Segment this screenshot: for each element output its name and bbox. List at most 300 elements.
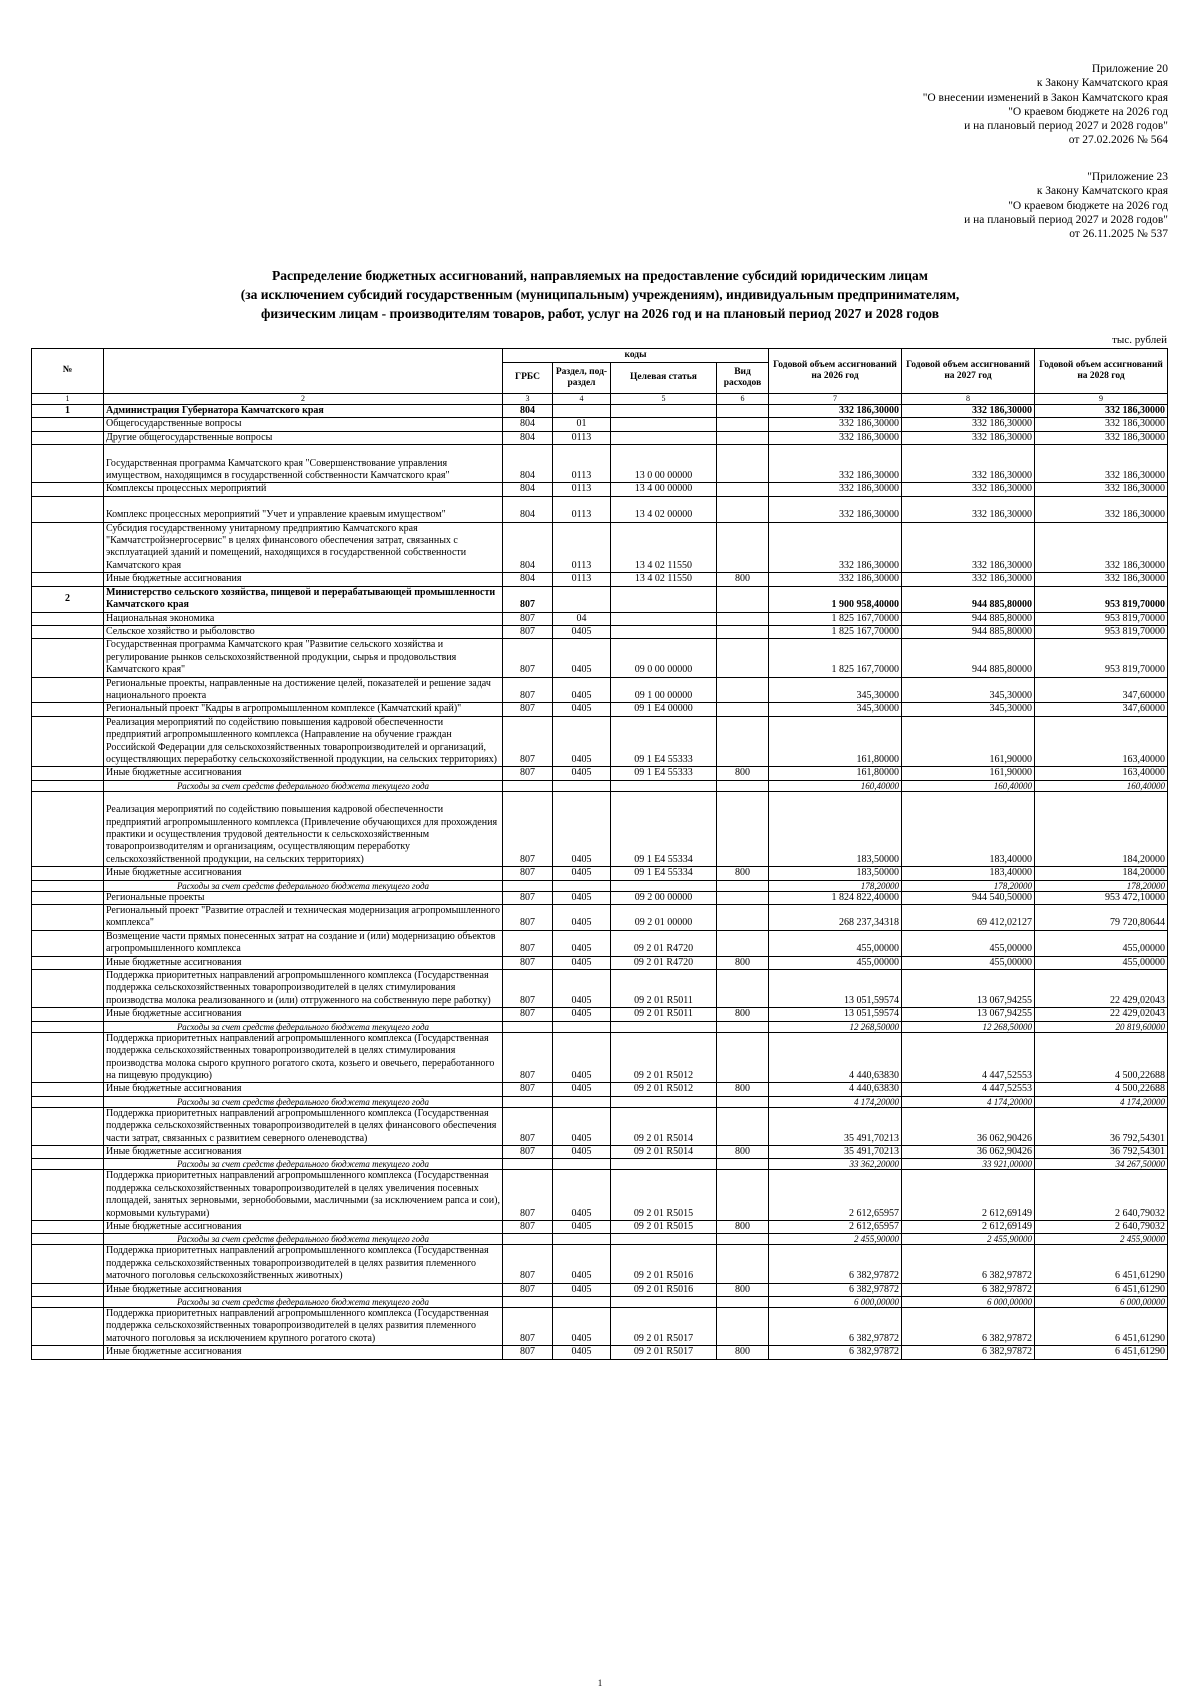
row-name: Расходы за счет средств федерального бюджета текущего года [104,880,503,891]
row-value-2026: 6 000,00000 [769,1297,902,1308]
table-row [32,625,1168,638]
row-vid [717,970,769,1008]
row-value-2027: 332 186,30000 [902,431,1035,444]
row-razdel: 0405 [553,1283,611,1296]
header-line: и на плановый период 2027 и 2028 годов" [964,213,1168,226]
table-row [32,716,1168,767]
row-value-2028: 332 186,30000 [1035,496,1168,522]
row-value-2028: 953 819,70000 [1035,639,1168,677]
row-number [32,677,104,703]
row-tsel [611,1021,717,1032]
row-value-2027: 13 067,94255 [902,1008,1035,1021]
row-value-2028: 347,60000 [1035,703,1168,716]
row-razdel [553,1297,611,1308]
row-number [32,496,104,522]
row-grbs: 807 [503,905,553,931]
row-razdel: 0405 [553,1145,611,1158]
table-row [32,1220,1168,1233]
table-row [32,930,1168,956]
budget-table-container [31,348,1167,1360]
row-value-2028: 332 186,30000 [1035,418,1168,431]
row-tsel: 09 1 Е4 55333 [611,767,717,780]
row-value-2027: 6 000,00000 [902,1297,1035,1308]
row-vid: 800 [717,1346,769,1359]
row-value-2027: 345,30000 [902,677,1035,703]
row-razdel: 0113 [553,573,611,586]
row-value-2026: 33 362,20000 [769,1159,902,1170]
table-row [32,905,1168,931]
row-number [32,418,104,431]
row-value-2026: 160,40000 [769,780,902,791]
table-row [32,431,1168,444]
table-row [32,703,1168,716]
row-razdel [553,586,611,612]
row-vid [717,716,769,767]
table-row [32,483,1168,496]
row-number [32,1021,104,1032]
row-vid: 800 [717,956,769,969]
row-value-2028: 6 451,61290 [1035,1283,1168,1296]
row-value-2028: 332 186,30000 [1035,405,1168,418]
row-number [32,1346,104,1359]
row-name: Поддержка приоритетных направлений агропромышленного комплекса (Государственная поддержка сельскохозяйственных товаропроизводителей в целях развития племенного маточного поголовья за исключением крупного рогатого скота) [104,1308,503,1346]
row-name: Поддержка приоритетных направлений агропромышленного комплекса (Государственная поддержка сельскохозяйственных товаропроизводителей в целях увеличения посевных площадей, занятых зерновыми, зернобобовыми, масличными (за исключением рапса и сои), кормовыми культурами) [104,1170,503,1221]
row-grbs: 807 [503,891,553,904]
row-value-2028: 34 267,50000 [1035,1159,1168,1170]
row-name: Реализация мероприятий по содействию повышения кадровой обеспеченности предприятий агропромышленного комплекса (Направление на обучение граждан Российской Федерации для сельскохозяйственных товаропроизводителей и организаций, осуществляющих переработку сельскохозяйственной продукции, на сельских территориях) [104,716,503,767]
row-value-2027: 4 174,20000 [902,1096,1035,1107]
row-razdel: 0405 [553,1008,611,1021]
row-number [32,867,104,880]
row-name: Возмещение части прямых понесенных затрат на создание и (или) модернизацию объектов агропромышленного комплекса [104,930,503,956]
row-value-2026: 12 268,50000 [769,1021,902,1032]
row-razdel: 0113 [553,431,611,444]
header-2026: Годовой объем ассигнований на 2026 год [769,349,902,394]
row-name: Региональный проект "Развитие отраслей и техническая модернизация агропромышленного комплекса" [104,905,503,931]
table-row [32,767,1168,780]
row-value-2028: 2 640,79032 [1035,1170,1168,1221]
row-razdel: 0113 [553,483,611,496]
header-line: Приложение 20 [1091,63,1168,75]
federal-budget-row [32,1234,1168,1245]
header-line: "Приложение 23 [1087,171,1168,183]
row-vid: 800 [717,867,769,880]
column-index-row [32,394,1168,405]
row-grbs: 804 [503,573,553,586]
row-vid [717,522,769,573]
row-value-2026: 6 382,97872 [769,1346,902,1359]
row-grbs: 804 [503,483,553,496]
row-name: Иные бюджетные ассигнования [104,1346,503,1359]
row-tsel: 09 2 01 R5014 [611,1107,717,1145]
row-tsel: 09 2 01 R5015 [611,1170,717,1221]
appendix-header-original [964,170,1168,241]
row-vid [717,586,769,612]
row-value-2028: 184,20000 [1035,867,1168,880]
row-value-2026: 332 186,30000 [769,573,902,586]
row-name: Государственная программа Камчатского края "Развитие сельского хозяйства и регулирование рынков сельскохозяйственной продукции, сырья и продовольствия Камчатского края" [104,639,503,677]
row-value-2026: 2 612,65957 [769,1170,902,1221]
row-value-2028: 6 000,00000 [1035,1297,1168,1308]
row-value-2028: 953 819,70000 [1035,625,1168,638]
row-name: Комплексы процессных мероприятий [104,483,503,496]
header-codes: коды [503,349,769,363]
row-name: Региональные проекты, направленные на достижение целей, показателей и решение задач национального проекта [104,677,503,703]
row-tsel: 13 4 00 00000 [611,483,717,496]
row-number [32,522,104,573]
row-value-2028: 455,00000 [1035,930,1168,956]
row-value-2028: 22 429,02043 [1035,1008,1168,1021]
row-name: Расходы за счет средств федерального бюджета текущего года [104,1021,503,1032]
row-value-2028: 79 720,80644 [1035,905,1168,931]
row-tsel: 09 2 01 00000 [611,905,717,931]
row-vid [717,1170,769,1221]
row-value-2028: 178,20000 [1035,880,1168,891]
row-razdel [553,1021,611,1032]
table-row [32,405,1168,418]
table-row [32,1308,1168,1346]
row-razdel: 0405 [553,867,611,880]
row-tsel: 09 2 01 R5016 [611,1245,717,1283]
row-grbs: 807 [503,1008,553,1021]
row-value-2027: 33 921,00000 [902,1159,1035,1170]
row-value-2028: 20 819,60000 [1035,1021,1168,1032]
row-value-2027: 161,90000 [902,767,1035,780]
row-name: Иные бюджетные ассигнования [104,867,503,880]
row-razdel: 0405 [553,905,611,931]
header-line: от 26.11.2025 № 537 [1069,228,1168,241]
row-razdel: 0405 [553,1245,611,1283]
row-value-2026: 161,80000 [769,716,902,767]
row-grbs: 807 [503,703,553,716]
row-tsel: 09 2 00 00000 [611,891,717,904]
row-number [32,1083,104,1096]
row-value-2026: 161,80000 [769,767,902,780]
row-number [32,431,104,444]
column-index: 8 [902,394,1035,405]
row-grbs: 807 [503,586,553,612]
row-value-2026: 2 612,65957 [769,1220,902,1233]
row-value-2027: 13 067,94255 [902,970,1035,1008]
row-grbs [503,780,553,791]
row-grbs [503,880,553,891]
row-value-2026: 4 440,63830 [769,1083,902,1096]
row-value-2026: 183,50000 [769,791,902,866]
row-value-2026: 332 186,30000 [769,445,902,483]
row-vid [717,1021,769,1032]
row-value-2027: 178,20000 [902,880,1035,891]
table-row [32,1145,1168,1158]
header-line: Распределение бюджетных ассигнований, направляемых на предоставление субсидий юридическим лицам [272,268,928,283]
row-value-2027: 12 268,50000 [902,1021,1035,1032]
row-vid [717,905,769,931]
row-value-2028: 2 640,79032 [1035,1220,1168,1233]
row-name: Региональные проекты [104,891,503,904]
row-razdel: 0405 [553,930,611,956]
row-name: Общегосударственные вопросы [104,418,503,431]
table-row [32,1107,1168,1145]
row-vid [717,930,769,956]
row-name: Субсидия государственному унитарному предприятию Камчатского края "Камчатстройэнергосервис" в целях финансового обеспечения затрат, связанных с эксплуатацией зданий и помещений, находящихся в государственной собственности Камчатского края [104,522,503,573]
row-vid [717,880,769,891]
row-razdel: 0405 [553,1107,611,1145]
row-value-2027: 332 186,30000 [902,496,1035,522]
row-vid [717,625,769,638]
row-razdel: 0405 [553,791,611,866]
row-vid [717,1245,769,1283]
header-grbs: ГРБС [503,363,553,394]
row-razdel: 0405 [553,891,611,904]
row-number [32,573,104,586]
row-value-2028: 184,20000 [1035,791,1168,866]
row-grbs: 807 [503,970,553,1008]
row-grbs [503,1159,553,1170]
column-index: 9 [1035,394,1168,405]
row-number [32,625,104,638]
row-razdel: 0405 [553,970,611,1008]
row-tsel: 09 1 Е4 55333 [611,716,717,767]
row-value-2027: 69 412,02127 [902,905,1035,931]
row-grbs: 807 [503,625,553,638]
table-row [32,1008,1168,1021]
row-razdel: 0113 [553,496,611,522]
row-number [32,1159,104,1170]
federal-budget-row [32,780,1168,791]
row-vid [717,1297,769,1308]
row-name: Расходы за счет средств федерального бюджета текущего года [104,1159,503,1170]
row-value-2028: 6 451,61290 [1035,1308,1168,1346]
row-number [32,1297,104,1308]
row-value-2026: 6 382,97872 [769,1245,902,1283]
row-vid [717,677,769,703]
row-tsel [611,780,717,791]
row-grbs: 807 [503,1170,553,1221]
column-index: 7 [769,394,902,405]
row-grbs: 804 [503,418,553,431]
row-value-2026: 332 186,30000 [769,431,902,444]
header-line: к Закону Камчатского края [1036,185,1168,198]
row-razdel: 0405 [553,677,611,703]
row-vid [717,1032,769,1083]
header-line: "О краевом бюджете на 2026 год [1008,105,1168,118]
budget-table-body [32,405,1168,1360]
table-row [32,445,1168,483]
row-name: Иные бюджетные ассигнования [104,956,503,969]
row-number [32,1096,104,1107]
row-number [32,956,104,969]
row-tsel [611,1297,717,1308]
row-name: Комплекс процессных мероприятий "Учет и управление краевым имуществом" [104,496,503,522]
row-razdel: 01 [553,418,611,431]
row-razdel: 0405 [553,1170,611,1221]
federal-budget-row [32,1297,1168,1308]
row-vid [717,496,769,522]
row-razdel: 0405 [553,1032,611,1083]
row-value-2028: 6 451,61290 [1035,1245,1168,1283]
row-number [32,703,104,716]
row-value-2027: 36 062,90426 [902,1145,1035,1158]
row-name: Расходы за счет средств федерального бюджета текущего года [104,1096,503,1107]
row-value-2028: 332 186,30000 [1035,573,1168,586]
federal-budget-row [32,1096,1168,1107]
row-vid [717,780,769,791]
document-title [60,267,1140,323]
header-line: от 27.02.2026 № 564 [1068,134,1168,147]
row-razdel: 04 [553,612,611,625]
row-name: Иные бюджетные ассигнования [104,1083,503,1096]
row-value-2027: 332 186,30000 [902,573,1035,586]
table-row [32,522,1168,573]
row-razdel: 0405 [553,1346,611,1359]
row-number [32,716,104,767]
federal-budget-row [32,1159,1168,1170]
row-value-2028: 332 186,30000 [1035,431,1168,444]
row-value-2026: 13 051,59574 [769,970,902,1008]
row-name: Региональный проект "Кадры в агропромышленном комплексе (Камчатский край)" [104,703,503,716]
row-value-2027: 4 447,52553 [902,1032,1035,1083]
table-row [32,970,1168,1008]
row-value-2027: 183,40000 [902,791,1035,866]
row-value-2026: 332 186,30000 [769,405,902,418]
row-vid: 800 [717,767,769,780]
column-index: 1 [32,394,104,405]
row-name: Иные бюджетные ассигнования [104,1145,503,1158]
row-tsel [611,586,717,612]
row-razdel [553,405,611,418]
row-number [32,612,104,625]
table-row [32,639,1168,677]
row-tsel: 13 4 02 11550 [611,573,717,586]
row-vid [717,703,769,716]
row-grbs: 807 [503,867,553,880]
row-name: Иные бюджетные ассигнования [104,767,503,780]
row-value-2028: 163,40000 [1035,767,1168,780]
row-grbs: 807 [503,1083,553,1096]
row-razdel [553,1096,611,1107]
row-vid [717,791,769,866]
row-value-2027: 36 062,90426 [902,1107,1035,1145]
row-number [32,791,104,866]
table-row [32,573,1168,586]
row-name: Иные бюджетные ассигнования [104,1220,503,1233]
row-value-2026: 183,50000 [769,867,902,880]
row-vid: 800 [717,573,769,586]
federal-budget-row [32,880,1168,891]
row-grbs: 804 [503,496,553,522]
row-tsel: 09 2 01 R4720 [611,930,717,956]
row-value-2028: 332 186,30000 [1035,522,1168,573]
row-name: Министерство сельского хозяйства, пищевой и перерабатывающей промышленности Камчатского края [104,586,503,612]
row-value-2026: 35 491,70213 [769,1145,902,1158]
table-row [32,1245,1168,1283]
row-tsel [611,1159,717,1170]
row-value-2027: 944 540,50000 [902,891,1035,904]
row-value-2028: 36 792,54301 [1035,1145,1168,1158]
row-tsel: 13 4 02 00000 [611,496,717,522]
row-value-2027: 6 382,97872 [902,1283,1035,1296]
table-row [32,1283,1168,1296]
row-value-2028: 4 500,22688 [1035,1032,1168,1083]
row-value-2027: 183,40000 [902,867,1035,880]
row-name: Национальная экономика [104,612,503,625]
header-line: к Закону Камчатского края [1036,77,1168,90]
row-value-2027: 6 382,97872 [902,1308,1035,1346]
row-value-2027: 6 382,97872 [902,1346,1035,1359]
federal-budget-row [32,1021,1168,1032]
row-tsel [611,1234,717,1245]
header-vid: Вид расходов [717,363,769,394]
table-row [32,867,1168,880]
row-vid: 800 [717,1283,769,1296]
row-grbs: 807 [503,716,553,767]
row-vid [717,1234,769,1245]
header-line: физическим лицам - производителям товаров, работ, услуг на 2026 год и на плановый период 2027 и 2028 годов [261,305,939,321]
row-value-2026: 4 174,20000 [769,1096,902,1107]
table-row [32,677,1168,703]
row-tsel: 09 2 01 R5015 [611,1220,717,1233]
row-number [32,1145,104,1158]
row-value-2027: 2 612,69149 [902,1220,1035,1233]
row-grbs: 807 [503,1308,553,1346]
row-value-2028: 4 174,20000 [1035,1096,1168,1107]
row-tsel [611,405,717,418]
row-number [32,1032,104,1083]
row-value-2026: 455,00000 [769,930,902,956]
header-line: "О внесении изменений в Закон Камчатского края [922,91,1168,104]
row-value-2026: 268 237,34318 [769,905,902,931]
row-vid: 800 [717,1145,769,1158]
row-grbs: 807 [503,1107,553,1145]
table-row [32,1032,1168,1083]
row-grbs: 807 [503,639,553,677]
row-tsel: 13 4 02 11550 [611,522,717,573]
row-number [32,970,104,1008]
row-value-2027: 332 186,30000 [902,522,1035,573]
row-tsel: 13 0 00 00000 [611,445,717,483]
row-razdel [553,880,611,891]
row-value-2026: 13 051,59574 [769,1008,902,1021]
column-index: 3 [503,394,553,405]
row-razdel: 0113 [553,445,611,483]
table-row [32,891,1168,904]
row-value-2026: 178,20000 [769,880,902,891]
row-number: 1 [32,405,104,418]
row-tsel [611,1096,717,1107]
row-number [32,1107,104,1145]
row-name: Расходы за счет средств федерального бюджета текущего года [104,780,503,791]
row-grbs: 804 [503,405,553,418]
header-2027: Годовой объем ассигнований на 2027 год [902,349,1035,394]
row-tsel: 09 2 01 R5017 [611,1346,717,1359]
table-row [32,586,1168,612]
header-2028: Годовой объем ассигнований на 2028 год [1035,349,1168,394]
row-number [32,639,104,677]
row-razdel: 0113 [553,522,611,573]
row-value-2026: 332 186,30000 [769,483,902,496]
row-number [32,930,104,956]
row-grbs: 807 [503,1145,553,1158]
row-value-2028: 22 429,02043 [1035,970,1168,1008]
row-name: Сельское хозяйство и рыболовство [104,625,503,638]
row-value-2028: 953 472,10000 [1035,891,1168,904]
row-value-2027: 944 885,80000 [902,639,1035,677]
row-razdel: 0405 [553,1083,611,1096]
row-value-2028: 332 186,30000 [1035,445,1168,483]
row-grbs [503,1234,553,1245]
units-label: тыс. рублей [1112,334,1167,346]
row-vid: 800 [717,1008,769,1021]
row-value-2026: 1 900 958,40000 [769,586,902,612]
